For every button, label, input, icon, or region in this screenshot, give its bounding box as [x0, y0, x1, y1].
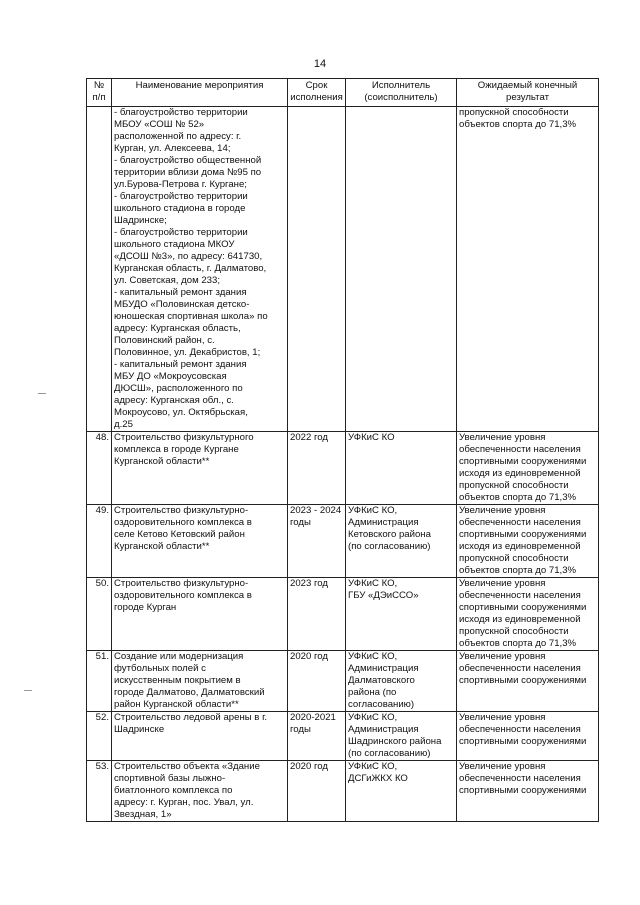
- page-number: 14: [313, 58, 327, 70]
- cell-line: ДСГиЖКХ КО: [348, 773, 408, 784]
- cell-line: футбольных полей с: [114, 663, 206, 674]
- cell-line: Строительство физкультурно-: [114, 505, 249, 516]
- header-executor: Исполнитель (соисполнитель): [346, 79, 457, 107]
- cell-line: годы: [290, 724, 311, 735]
- cell-executor: [346, 505, 457, 578]
- cell-result: [457, 651, 599, 712]
- cell-line: «ДСОШ №3», по адресу: 641730,: [114, 251, 263, 262]
- cell-name: [112, 432, 288, 505]
- cell-line: обеспеченности населения: [459, 663, 581, 674]
- cell-line: Строительство физкультурного: [114, 432, 254, 443]
- cell-line: городе Курган: [114, 602, 177, 613]
- table-row: [87, 578, 599, 651]
- header-name: Наименование мероприятия: [112, 79, 288, 107]
- cell-executor: [346, 107, 457, 432]
- cell-line: МБУ ДО «Мокроусовская: [114, 371, 227, 382]
- cell-line: ул.Бурова-Петрова г. Кургане;: [114, 179, 247, 190]
- cell-line: Увеличение уровня: [459, 712, 546, 723]
- cell-name: [112, 505, 288, 578]
- events-table: [86, 78, 599, 822]
- cell-line: МБУДО «Половинская детско-: [114, 299, 250, 310]
- cell-line: Увеличение уровня: [459, 578, 546, 589]
- cell-line: исходя из единовременной: [459, 541, 581, 552]
- cell-line: спортивными сооружениями: [459, 529, 587, 540]
- cell-line: УФКиС КО,: [348, 761, 398, 772]
- cell-line: Строительство физкультурно-: [114, 578, 249, 589]
- cell-num: 52.: [87, 712, 112, 761]
- cell-line: селе Кетово Кетовский район: [114, 529, 245, 540]
- cell-line: (по согласованию): [348, 748, 431, 759]
- cell-executor: [346, 578, 457, 651]
- cell-line: адресу: Курганская обл., с.: [114, 395, 234, 406]
- cell-name: [112, 107, 288, 432]
- cell-line: УФКиС КО,: [348, 505, 398, 516]
- cell-term: [288, 578, 346, 651]
- cell-line: 2023 - 2024: [290, 505, 342, 516]
- cell-line: Далматовского: [348, 675, 415, 686]
- cell-executor: [346, 761, 457, 822]
- cell-line: - капитальный ремонт здания: [114, 359, 247, 370]
- cell-executor: [346, 432, 457, 505]
- cell-line: городе Далматово, Далматовский: [114, 687, 265, 698]
- cell-line: объектов спорта до 71,3%: [459, 638, 577, 649]
- cell-line: Курганская область, г. Далматово,: [114, 263, 267, 274]
- scan-mark: [38, 393, 46, 394]
- cell-line: школьного стадиона МКОУ: [114, 239, 235, 250]
- cell-line: согласованию): [348, 699, 415, 710]
- cell-term: [288, 107, 346, 432]
- cell-line: пропускной способности: [459, 107, 569, 118]
- cell-line: Курган, ул. Алексеева, 14;: [114, 143, 231, 154]
- cell-line: Создание или модернизация: [114, 651, 244, 662]
- cell-line: ГБУ «ДЭиССО»: [348, 590, 419, 601]
- cell-line: ДЮСШ», расположенного по: [114, 383, 243, 394]
- cell-name: [112, 761, 288, 822]
- cell-line: обеспеченности населения: [459, 773, 581, 784]
- header-num: № п/п: [87, 79, 112, 107]
- cell-num: 51.: [87, 651, 112, 712]
- cell-line: спортивными сооружениями: [459, 785, 587, 796]
- cell-line: 2023 год: [290, 578, 329, 589]
- cell-line: - благоустройство территории: [114, 191, 248, 202]
- cell-line: спортивными сооружениями: [459, 736, 587, 747]
- cell-executor: [346, 712, 457, 761]
- header-result: Ожидаемый конечный результат: [457, 79, 599, 107]
- cell-line: Администрация: [348, 663, 419, 674]
- cell-line: УФКиС КО,: [348, 712, 398, 723]
- cell-line: Строительство объекта «Здание: [114, 761, 260, 772]
- cell-line: пропускной способности: [459, 626, 569, 637]
- cell-line: Половинский район, с.: [114, 335, 215, 346]
- cell-line: Кетовского района: [348, 529, 431, 540]
- cell-line: УФКиС КО: [348, 432, 395, 443]
- cell-line: исходя из единовременной: [459, 468, 581, 479]
- table-row: [87, 761, 599, 822]
- cell-name: [112, 651, 288, 712]
- cell-line: биатлонного комплекса по: [114, 785, 233, 796]
- scan-mark: [24, 690, 32, 691]
- cell-line: - благоустройство общественной: [114, 155, 262, 166]
- cell-line: (по согласованию): [348, 541, 431, 552]
- table-row: [87, 505, 599, 578]
- cell-result: [457, 761, 599, 822]
- cell-line: 2022 год: [290, 432, 329, 443]
- cell-line: МБОУ «СОШ № 52»: [114, 119, 205, 130]
- cell-line: адресу: г. Курган, пос. Увал, ул.: [114, 797, 254, 808]
- cell-num: 48.: [87, 432, 112, 505]
- cell-line: д.25: [114, 419, 133, 430]
- cell-num: 49.: [87, 505, 112, 578]
- cell-num: 53.: [87, 761, 112, 822]
- cell-line: - благоустройство территории: [114, 107, 248, 118]
- cell-line: Строительство ледовой арены в г.: [114, 712, 268, 723]
- cell-num: [87, 107, 112, 432]
- cell-line: юношеская спортивная школа» по: [114, 311, 268, 322]
- cell-line: УФКиС КО,: [348, 651, 398, 662]
- cell-result: [457, 107, 599, 432]
- cell-term: [288, 432, 346, 505]
- cell-line: обеспеченности населения: [459, 590, 581, 601]
- cell-line: Увеличение уровня: [459, 761, 546, 772]
- cell-line: объектов спорта до 71,3%: [459, 565, 577, 576]
- cell-line: Шадринского района: [348, 736, 442, 747]
- table-row-continued: [87, 107, 599, 432]
- cell-line: обеспеченности населения: [459, 724, 581, 735]
- cell-num: 50.: [87, 578, 112, 651]
- cell-line: Шадринске: [114, 724, 165, 735]
- cell-line: оздоровительного комплекса в: [114, 517, 252, 528]
- cell-line: Администрация: [348, 724, 419, 735]
- cell-line: пропускной способности: [459, 553, 569, 564]
- cell-line: спортивными сооружениями: [459, 602, 587, 613]
- cell-line: 2020 год: [290, 651, 329, 662]
- cell-line: искусственным покрытием в: [114, 675, 241, 686]
- cell-line: обеспеченности населения: [459, 444, 581, 455]
- cell-term: [288, 761, 346, 822]
- cell-line: спортивными сооружениями: [459, 675, 587, 686]
- cell-line: спортивной базы лыжно-: [114, 773, 226, 784]
- cell-line: пропускной способности: [459, 480, 569, 491]
- cell-term: [288, 712, 346, 761]
- cell-line: УФКиС КО,: [348, 578, 398, 589]
- cell-line: Шадринске;: [114, 215, 167, 226]
- table-row: [87, 712, 599, 761]
- cell-result: [457, 432, 599, 505]
- cell-line: ул. Советская, дом 233;: [114, 275, 221, 286]
- cell-result: [457, 712, 599, 761]
- cell-line: территории вблизи дома №95 по: [114, 167, 262, 178]
- cell-line: Увеличение уровня: [459, 505, 546, 516]
- cell-executor: [346, 651, 457, 712]
- cell-line: Звездная, 1»: [114, 809, 172, 820]
- cell-line: район Курганской области**: [114, 699, 239, 710]
- cell-line: школьного стадиона в городе: [114, 203, 246, 214]
- cell-line: Увеличение уровня: [459, 651, 546, 662]
- cell-line: - благоустройство территории: [114, 227, 248, 238]
- cell-line: исходя из единовременной: [459, 614, 581, 625]
- cell-name: [112, 578, 288, 651]
- cell-line: Курганской области**: [114, 541, 210, 552]
- cell-line: оздоровительного комплекса в: [114, 590, 252, 601]
- cell-line: расположенной по адресу: г.: [114, 131, 242, 142]
- cell-term: [288, 505, 346, 578]
- cell-line: адресу: Курганская область,: [114, 323, 241, 334]
- cell-line: объектов спорта до 71,3%: [459, 119, 577, 130]
- cell-result: [457, 578, 599, 651]
- cell-line: Увеличение уровня: [459, 432, 546, 443]
- cell-result: [457, 505, 599, 578]
- cell-line: - капитальный ремонт здания: [114, 287, 247, 298]
- cell-line: комплекса в городе Кургане: [114, 444, 239, 455]
- cell-line: объектов спорта до 71,3%: [459, 492, 577, 503]
- cell-line: Половинное, ул. Декабристов, 1;: [114, 347, 261, 358]
- table-header-row: [87, 79, 599, 107]
- cell-line: 2020-2021: [290, 712, 336, 723]
- cell-line: спортивными сооружениями: [459, 456, 587, 467]
- cell-line: годы: [290, 517, 311, 528]
- cell-line: обеспеченности населения: [459, 517, 581, 528]
- cell-line: Мокроусово, ул. Октябрьская,: [114, 407, 248, 418]
- table-row: [87, 432, 599, 505]
- cell-line: района (по: [348, 687, 397, 698]
- cell-line: Курганской области**: [114, 456, 210, 467]
- cell-name: [112, 712, 288, 761]
- cell-line: 2020 год: [290, 761, 329, 772]
- table-row: [87, 651, 599, 712]
- cell-term: [288, 651, 346, 712]
- cell-line: Администрация: [348, 517, 419, 528]
- header-term: Срок исполнения: [288, 79, 346, 107]
